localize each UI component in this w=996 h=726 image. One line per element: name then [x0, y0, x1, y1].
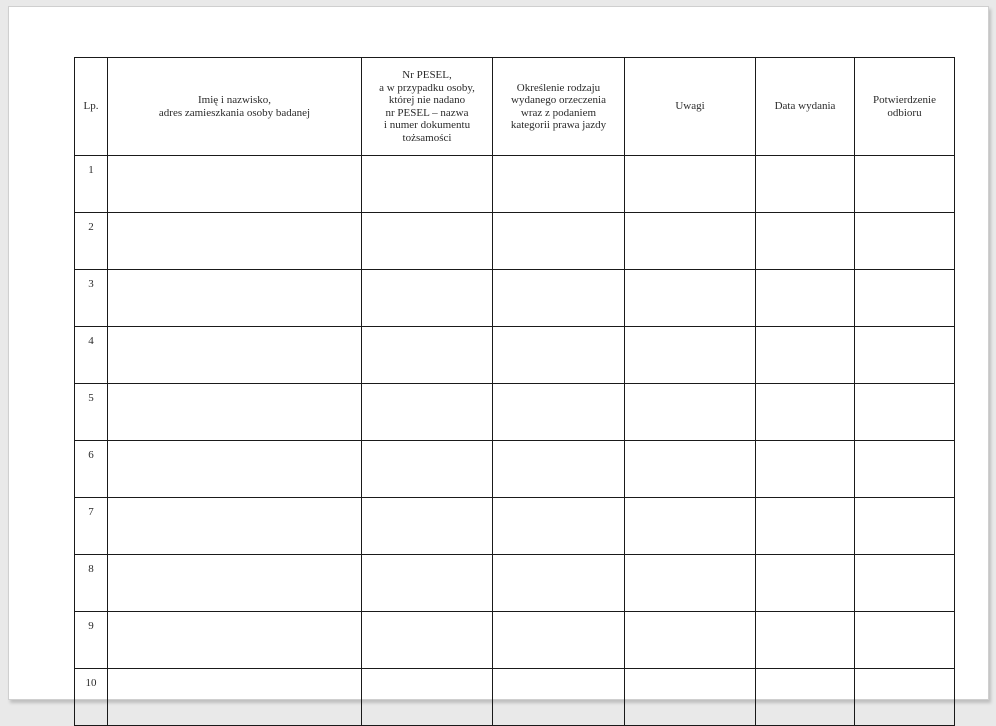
cell-receipt-confirmation[interactable] [855, 270, 955, 327]
cell-issue-date[interactable] [756, 498, 855, 555]
cell-name-address[interactable] [108, 441, 362, 498]
table-row [75, 327, 955, 384]
cell-pesel[interactable] [362, 669, 493, 726]
table-row [75, 555, 955, 612]
cell-receipt-confirmation[interactable] [855, 498, 955, 555]
cell-issue-date[interactable] [756, 270, 855, 327]
cell-receipt-confirmation[interactable] [855, 441, 955, 498]
header-issue-date: Data wydania [756, 58, 855, 156]
cell-receipt-confirmation[interactable] [855, 384, 955, 441]
cell-remarks[interactable] [625, 213, 756, 270]
cell-ruling-type[interactable] [493, 384, 625, 441]
cell-pesel[interactable] [362, 612, 493, 669]
cell-receipt-confirmation[interactable] [855, 555, 955, 612]
cell-pesel[interactable] [362, 555, 493, 612]
cell-remarks[interactable] [625, 498, 756, 555]
table-row [75, 612, 955, 669]
table-header [75, 58, 955, 156]
row-number: 5 [75, 384, 108, 441]
cell-pesel[interactable] [362, 327, 493, 384]
cell-name-address[interactable] [108, 213, 362, 270]
table-row [75, 270, 955, 327]
header-receipt-confirmation: Potwierdzenie odbioru [855, 58, 955, 156]
cell-issue-date[interactable] [756, 669, 855, 726]
cell-ruling-type[interactable] [493, 213, 625, 270]
table-row [75, 213, 955, 270]
cell-ruling-type[interactable] [493, 669, 625, 726]
cell-issue-date[interactable] [756, 156, 855, 213]
cell-ruling-type[interactable] [493, 270, 625, 327]
cell-remarks[interactable] [625, 384, 756, 441]
cell-ruling-type[interactable] [493, 498, 625, 555]
cell-remarks[interactable] [625, 669, 756, 726]
header-remarks: Uwagi [625, 58, 756, 156]
header-pesel: Nr PESEL, a w przypadku osoby, której nie nadano nr PESEL – nazwa i numer dokumentu tożsamości [362, 58, 493, 156]
cell-name-address[interactable] [108, 669, 362, 726]
cell-pesel[interactable] [362, 498, 493, 555]
table-body [75, 156, 955, 726]
cell-pesel[interactable] [362, 156, 493, 213]
cell-name-address[interactable] [108, 327, 362, 384]
cell-issue-date[interactable] [756, 612, 855, 669]
row-number: 3 [75, 270, 108, 327]
cell-remarks[interactable] [625, 555, 756, 612]
cell-pesel[interactable] [362, 213, 493, 270]
row-number: 4 [75, 327, 108, 384]
cell-remarks[interactable] [625, 270, 756, 327]
row-number: 8 [75, 555, 108, 612]
cell-ruling-type[interactable] [493, 441, 625, 498]
cell-receipt-confirmation[interactable] [855, 327, 955, 384]
cell-receipt-confirmation[interactable] [855, 612, 955, 669]
cell-name-address[interactable] [108, 555, 362, 612]
table-row [75, 498, 955, 555]
row-number: 9 [75, 612, 108, 669]
row-number: 7 [75, 498, 108, 555]
row-number: 1 [75, 156, 108, 213]
cell-remarks[interactable] [625, 441, 756, 498]
cell-pesel[interactable] [362, 441, 493, 498]
cell-remarks[interactable] [625, 612, 756, 669]
cell-remarks[interactable] [625, 327, 756, 384]
cell-receipt-confirmation[interactable] [855, 156, 955, 213]
header-row [75, 58, 955, 156]
row-number: 2 [75, 213, 108, 270]
cell-pesel[interactable] [362, 270, 493, 327]
row-number: 10 [75, 669, 108, 726]
cell-issue-date[interactable] [756, 327, 855, 384]
header-ruling-type: Określenie rodzaju wydanego orzeczenia wraz z podaniem kategorii prawa jazdy [493, 58, 625, 156]
table-row [75, 669, 955, 726]
document-page [8, 6, 989, 700]
cell-issue-date[interactable] [756, 213, 855, 270]
row-number: 6 [75, 441, 108, 498]
cell-remarks[interactable] [625, 156, 756, 213]
cell-ruling-type[interactable] [493, 156, 625, 213]
header-name-address: Imię i nazwisko, adres zamieszkania osoby badanej [108, 58, 362, 156]
cell-issue-date[interactable] [756, 555, 855, 612]
cell-name-address[interactable] [108, 498, 362, 555]
cell-issue-date[interactable] [756, 384, 855, 441]
table-row [75, 156, 955, 213]
cell-receipt-confirmation[interactable] [855, 213, 955, 270]
table-row [75, 441, 955, 498]
cell-pesel[interactable] [362, 384, 493, 441]
cell-receipt-confirmation[interactable] [855, 669, 955, 726]
register-table [74, 57, 955, 726]
cell-ruling-type[interactable] [493, 612, 625, 669]
cell-issue-date[interactable] [756, 441, 855, 498]
cell-ruling-type[interactable] [493, 555, 625, 612]
table-row [75, 384, 955, 441]
cell-name-address[interactable] [108, 270, 362, 327]
header-lp: Lp. [75, 58, 108, 156]
cell-ruling-type[interactable] [493, 327, 625, 384]
cell-name-address[interactable] [108, 384, 362, 441]
cell-name-address[interactable] [108, 156, 362, 213]
cell-name-address[interactable] [108, 612, 362, 669]
